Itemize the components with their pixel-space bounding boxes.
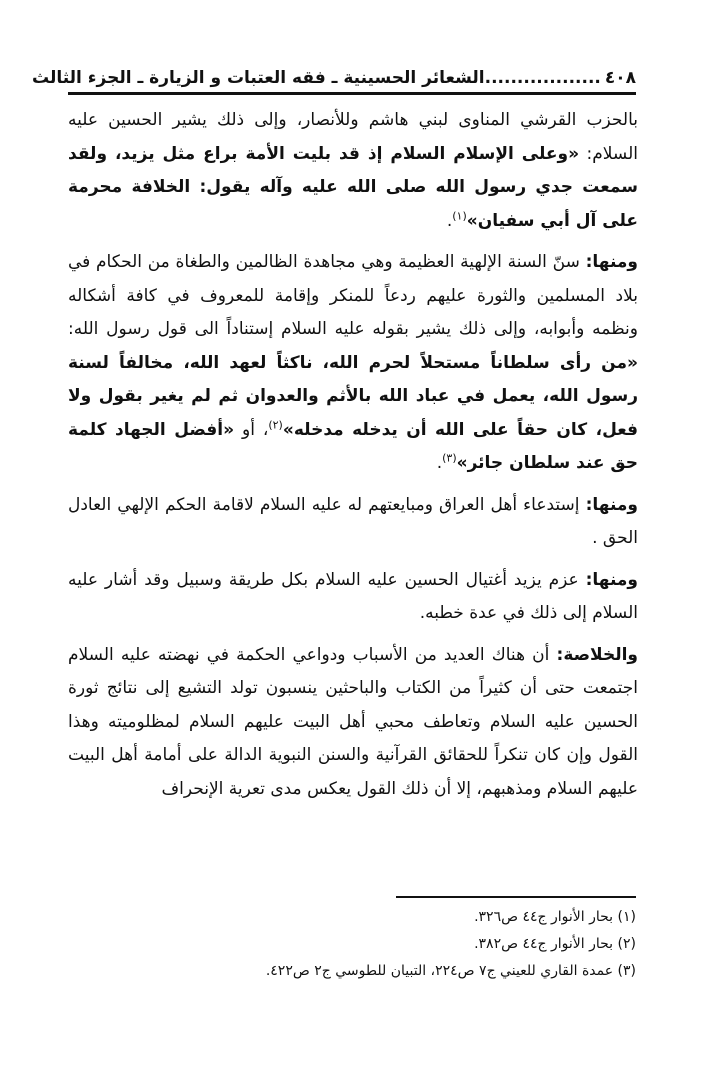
running-header	[31, 58, 636, 88]
hadith-quote: «من رأى سلطاناً مستحلاً لحرم الله، ناكثاً لعهد الله، مخالفاً لسنة رسول الله، يعمل في عباد الله بالأثم والعدوان ثم لم يغير بقول ولا فعل، كان حقاً على الله أن يدخله مدخله»	[68, 352, 638, 440]
footnote-rule	[396, 896, 636, 898]
header-rule	[68, 92, 636, 95]
main-text	[68, 104, 638, 814]
header-leader-dots: ..................	[484, 68, 601, 88]
section-lead: ومنها:	[585, 569, 638, 590]
paragraph-3: ومنها: إستدعاء أهل العراق ومبايعتهم له عليه السلام لاقامة الحكم الإلهي العادل الحق .	[68, 494, 638, 548]
section-lead: ومنها:	[585, 252, 638, 272]
footnote-3: (٣) عمدة القاري للعيني ج٧ ص٢٢٤، التبيان للطوسي ج٢ ص٤٢٢.	[265, 963, 636, 979]
paragraph-1: بالحزب القرشي المناوى لبني هاشم وللأنصار، وإلى ذلك يشير الحسين عليه السلام: «وعلى الإسلام السلام إذ قد بليت الأمة براع مثل يزيد، ولقد سمعت جدي رسول الله صلى الله عليه وآله يقول: الخلافة محرمة على آل أبي سفيان»$^{(١)}$.	[68, 110, 638, 231]
footnote-ref-1: (١)	[452, 208, 467, 222]
section-lead: والخلاصة:	[556, 644, 638, 665]
footnote-2: (٢) بحار الأنوار ج٤٤ ص٣٨٢.	[474, 936, 636, 952]
footnote-ref-2: (٢)	[268, 417, 283, 431]
paragraph-4: ومنها: عزم يزيد أغتيال الحسين عليه السلام بكل طريقة وسبيل وقد أشار عليه السلام إلى ذلك في عدة خطبه.	[68, 569, 638, 623]
section-lead: ومنها:	[585, 494, 638, 515]
paragraph-5: والخلاصة: أن هناك العديد من الأسباب ودواعي الحكمة في نهضته عليه السلام اجتمعت حتى أن كثيراً من الكتاب والباحثين ينسبون تولد التشيع إلى نتائج ثورة الحسين عليه السلام وتعاطف محبي أهل البيت عليهم السلام لمظلوميته وهذا القول وإن كان تنكراً للحقائق القرآنية والسنن النبوية الدالة على أمامة أهل البيت عليهم السلام ومذهبهم، إلا أن ذلك القول يعكس مدى تعرية الإنحراف	[68, 644, 638, 799]
footnotes	[160, 904, 636, 985]
page-number: ٤٠٨	[604, 68, 636, 88]
footnote-ref-3: (٣)	[442, 451, 457, 465]
hadith-quote: «أفضل الجهاد كلمة حق عند سلطان جائر»	[68, 419, 638, 473]
hadith-quote: «وعلى الإسلام السلام إذ قد بليت الأمة براع مثل يزيد، ولقد سمعت جدي رسول الله صلى الله عليه وآله يقول: الخلافة محرمة على آل أبي سفيان»	[68, 143, 638, 231]
paragraph-2: ومنها: سنّ السنة الإلهية العظيمة وهي مجاهدة الظالمين والطغاة من الحكام في بلاد المسلمين والثورة عليهم ردعاً للمنكر وإقامة للمعروف في كافة أشكاله ونظمه وأبوابه، وإلى ذلك يشير بقوله عليه السلام إستناداً الى قول رسول الله: «من رأى سلطاناً مستحلاً لحرم الله، ناكثاً لعهد الله، مخالفاً لسنة رسول الله، يعمل في عباد الله بالأثم والعدوان ثم لم يغير بقول ولا فعل، كان حقاً على الله أن يدخله مدخله»$^{(٢)}$، أو «أفضل الجهاد كلمة حق عند سلطان جائر»$^{(٣)}$.	[68, 252, 638, 473]
footnote-1: (١) بحار الأنوار ج٤٤ ص٣٢٦.	[474, 909, 636, 925]
book-title: الشعائر الحسينية ـ فقه العتبات و الزيارة ـ الجزء الثالث	[31, 68, 485, 88]
